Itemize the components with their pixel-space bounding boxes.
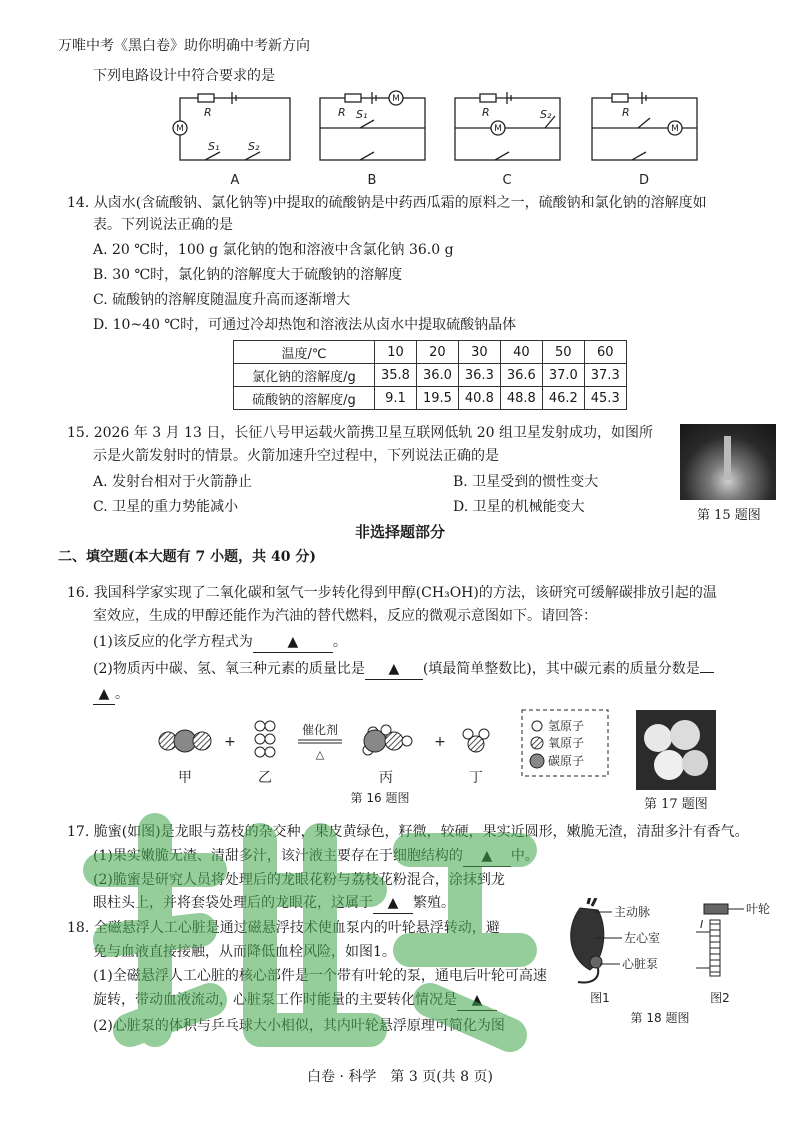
product-bing: 丙 <box>379 770 393 786</box>
q15-stem-line2: 示是火箭发射时的情景。火箭加速升空过程中，下列说法正确的是 <box>93 448 499 464</box>
fig1-label: 图1 <box>590 991 610 1005</box>
heat-symbol: △ <box>315 748 325 761</box>
svg-text:R: R <box>622 106 630 119</box>
legend-carbon: 碳原子 <box>548 754 585 768</box>
svg-text:S₁: S₁ <box>356 108 368 121</box>
q13-stem: 下列电路设计中符合要求的是 <box>93 68 275 84</box>
table-cell: 45.3 <box>584 387 626 410</box>
table-cell: 36.6 <box>500 364 542 387</box>
q14-solubility-table <box>233 340 627 410</box>
q18-stem-line1: 18. 全磁悬浮人工心脏是通过磁悬浮技术使血泵内的叶轮悬浮转动，避 <box>67 920 500 936</box>
table-cell: 9.1 <box>375 387 417 410</box>
svg-text:R: R <box>482 106 490 119</box>
table-cell: 硫酸钠的溶解度/g <box>234 387 375 410</box>
label-heart-pump: 心脏泵 <box>622 957 659 971</box>
q13-circuit-diagrams <box>160 88 700 190</box>
table-cell: 10 <box>375 341 417 364</box>
q18-stem-line2: 免与血液直接接触，从而降低血栓风险，如图1。 <box>93 944 396 960</box>
answer-blank[interactable]: ▲ <box>93 684 115 705</box>
svg-text:+: + <box>434 734 446 750</box>
q13-motor-label: M <box>176 124 184 134</box>
q14-option-d: D. 10~40 ℃时，可通过冷却热饱和溶液法从卤水中提取硫酸钠晶体 <box>93 317 517 333</box>
q15-option-a: A. 发射台相对于火箭静止 <box>93 474 253 490</box>
legend-oxygen: 氧原子 <box>548 736 585 750</box>
reactant-jia: 甲 <box>178 770 192 786</box>
table-cell: 36.0 <box>416 364 458 387</box>
fig2-label: 图2 <box>710 991 730 1005</box>
answer-blank[interactable]: ▲ <box>463 846 511 867</box>
table-cell: 36.3 <box>458 364 500 387</box>
answer-blank[interactable]: ▲ <box>253 632 333 653</box>
table-row <box>234 387 627 410</box>
table-cell: 温度/℃ <box>234 341 375 364</box>
q14-option-c: C. 硫酸钠的溶解度随温度升高而逐渐增大 <box>93 292 351 308</box>
q18-figures <box>560 898 790 1028</box>
product-ding: 丁 <box>469 770 483 786</box>
q16-reaction-diagram <box>150 708 630 806</box>
svg-text:S₂: S₂ <box>248 140 260 153</box>
q14-stem-line2: 表。下列说法正确的是 <box>93 217 233 233</box>
answer-blank[interactable] <box>700 672 714 673</box>
page-footer: 白卷 · 科学 第 3 页(共 8 页) <box>307 1069 493 1085</box>
q16-sub2: (2)物质丙中碳、氢、氧三种元素的质量比是 ▲ (填最简单整数比)，其中碳元素的质量分数是 <box>93 659 714 680</box>
q18-caption: 第 18 题图 <box>630 1011 690 1025</box>
q16-stem-line2: 室效应，生成的甲醇还能作为汽油的替代燃料，反应的微观示意图如下。请回答： <box>93 608 597 624</box>
table-cell: 37.3 <box>584 364 626 387</box>
q16-sub2-cont: ▲ 。 <box>93 684 129 705</box>
watermark-glyph <box>100 830 520 1035</box>
table-cell: 氯化钠的溶解度/g <box>234 364 375 387</box>
svg-text:S₂: S₂ <box>540 108 552 121</box>
q18-sub1-line2: 旋转，带动血液流动，心脏泵工作时能量的主要转化情况是 ▲ <box>93 990 497 1011</box>
q13-option-c: C <box>502 173 512 188</box>
table-row <box>234 364 627 387</box>
table-cell: 50 <box>542 341 584 364</box>
table-cell: 40 <box>500 341 542 364</box>
table-header-row <box>234 341 627 364</box>
q13-option-b: B <box>367 173 377 188</box>
table-cell: 30 <box>458 341 500 364</box>
q18-sub2: (2)心脏泵的体积与乒乓球大小相似，其内叶轮悬浮原理可简化为图 <box>93 1018 505 1034</box>
q13-resistor-label: R <box>204 106 212 119</box>
answer-blank[interactable]: ▲ <box>373 893 413 914</box>
q15-option-d: D. 卫星的机械能变大 <box>453 499 585 515</box>
table-cell: 35.8 <box>375 364 417 387</box>
q14-stem-line1: 14. 从卤水(含硫酸钠、氯化钠等)中提取的硫酸钠是中药西瓜霜的原料之一，硫酸钠和氯化钠的溶解度如 <box>67 195 707 211</box>
table-cell: 40.8 <box>458 387 500 410</box>
longan-fruit-photo <box>636 710 716 790</box>
q18-sub1-line1: (1)全磁悬浮人工心脏的核心部件是一个带有叶轮的泵，通电后叶轮可高速 <box>93 968 547 984</box>
rocket-launch-photo <box>680 424 776 500</box>
q13-option-d: D <box>638 173 650 188</box>
q15-option-b: B. 卫星受到的惯性变大 <box>453 474 599 490</box>
svg-text:M: M <box>392 94 400 104</box>
answer-blank[interactable]: ▲ <box>365 659 423 680</box>
table-cell: 60 <box>584 341 626 364</box>
q17-caption: 第 17 题图 <box>644 797 708 812</box>
q16-stem-line1: 16. 我国科学家实现了二氧化碳和氢气一步转化得到甲醇(CH₃OH)的方法，该研究可缓解碳排放引起的温 <box>67 585 717 601</box>
q14-option-b: B. 30 ℃时，氯化钠的溶解度大于硫酸钠的溶解度 <box>93 267 403 283</box>
svg-text:+: + <box>224 734 236 750</box>
table-cell: 37.0 <box>542 364 584 387</box>
table-cell: 46.2 <box>542 387 584 410</box>
green-watermark <box>70 800 550 1060</box>
table-cell: 20 <box>416 341 458 364</box>
part2-title: 二、填空题(本大题有 7 小题，共 40 分) <box>58 549 316 565</box>
reactant-yi: 乙 <box>258 770 272 786</box>
svg-text:M: M <box>494 124 502 134</box>
catalyst-label: 催化剂 <box>301 723 339 737</box>
answer-blank[interactable]: ▲ <box>457 990 497 1011</box>
legend-hydrogen: 氢原子 <box>548 719 585 733</box>
label-aorta: 主动脉 <box>614 905 651 919</box>
q17-sub1: (1)果实嫩脆无渣、清甜多汁，该汁液主要存在于细胞结构的 ▲ 中。 <box>93 846 539 867</box>
q15-caption: 第 15 题图 <box>697 508 761 523</box>
svg-text:S₁: S₁ <box>208 140 220 153</box>
svg-text:R: R <box>338 106 346 119</box>
q17-sub2-line2: 眼柱头上，并将套袋处理后的龙眼花，这属于 ▲ 繁殖。 <box>93 893 455 914</box>
q16-caption: 第 16 题图 <box>350 791 410 805</box>
q16-sub1: (1)该反应的化学方程式为 ▲ 。 <box>93 632 347 653</box>
label-current: I <box>700 918 704 931</box>
table-cell: 48.8 <box>500 387 542 410</box>
table-cell: 19.5 <box>416 387 458 410</box>
q17-sub2-line1: (2)脆蜜是研究人员将处理后的龙眼花粉与荔枝花粉混合，涂抹到龙 <box>93 872 505 888</box>
q13-option-a: A <box>230 173 240 188</box>
q17-stem: 17. 脆蜜(如图)是龙眼与荔枝的杂交种，果皮黄绿色，籽微，较硬，果实近圆形，嫩脆无渣，清甜多汁有香气。 <box>67 824 749 840</box>
q15-option-c: C. 卫星的重力势能减小 <box>93 499 239 515</box>
label-impeller: 叶轮 <box>746 902 771 916</box>
label-left-ventricle: 左心室 <box>624 931 661 945</box>
svg-text:M: M <box>671 124 679 134</box>
section-title: 非选择题部分 <box>354 523 445 541</box>
q14-option-a: A. 20 ℃时，100 g 氯化钠的饱和溶液中含氯化钠 36.0 g <box>93 242 454 258</box>
page-header: 万唯中考《黑白卷》助你明确中考新方向 <box>58 38 310 54</box>
q15-stem-line1: 15. 2026 年 3 月 13 日，长征八号甲运载火箭携卫星互联网低轨 20 组卫星发射成功，如图所 <box>67 425 654 441</box>
